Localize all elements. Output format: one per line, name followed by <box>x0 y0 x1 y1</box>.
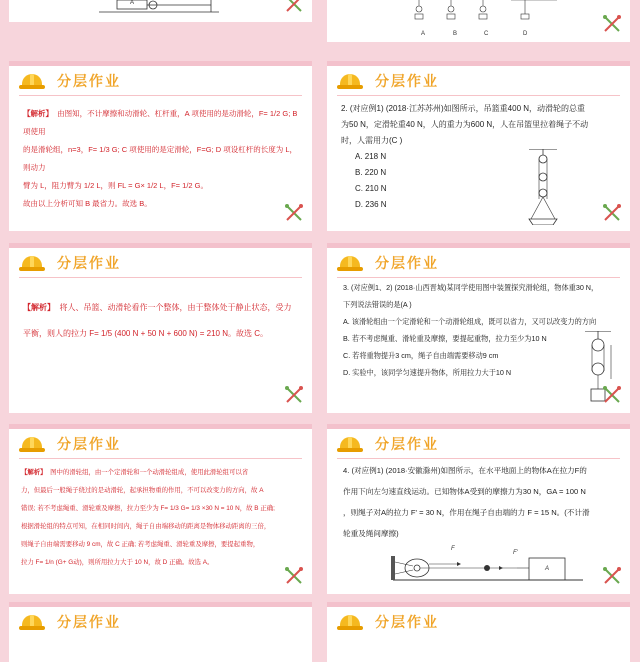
option-d: D. 236 N <box>355 200 387 209</box>
analysis-line: 故由以上分析可知 B 最省力。故选 B。 <box>23 199 152 208</box>
force-label-f-prime: F' <box>513 550 518 556</box>
tools-icon <box>284 385 304 405</box>
analysis-line: 臂为 L，阻力臂为 1/2 L，则 FL = G× 1/2 L，F= 1/2 G。 <box>23 181 208 190</box>
slide-top-bar <box>327 602 630 607</box>
question-line: 轮重及绳间摩擦) <box>343 529 399 538</box>
divider <box>337 95 620 96</box>
divider <box>337 458 620 459</box>
analysis-line: 【解析】 图中的滑轮组，由一个定滑轮和一个动滑轮组成，使用此滑轮组可以省 <box>21 469 249 476</box>
option-fig-label-b: B <box>453 31 458 37</box>
helmet-icon <box>19 435 45 453</box>
helmet-icon <box>19 254 45 272</box>
slide-top-left <box>9 0 312 22</box>
analysis-line: 的是滑轮组，n=3，F= 1/3 G; C 项使用的是定滑轮，F=G; D 项设杠杆的长度为 L，则动力 <box>23 145 297 172</box>
helmet-icon <box>19 72 45 90</box>
slide-question-4 <box>327 424 630 594</box>
slide-top-bar <box>327 424 630 429</box>
pulley-options-figure <box>407 0 567 20</box>
analysis-line: 则绳子自由端需要移动 9 cm，故 C 正确; 若考虑绳重、滑轮重及摩擦，要提起重物， <box>21 541 260 548</box>
helmet-icon <box>337 435 363 453</box>
divider <box>337 277 620 278</box>
option-c: C. 若将重物提升3 cm，绳子自由端需要移动9 cm <box>343 351 499 360</box>
option-d: D. 实验中，该同学匀速提升物体，所用拉力大于10 N <box>343 368 512 377</box>
option-b: B. 若不考虑绳重、滑轮重及摩擦，要提起重物，拉力至少为10 N <box>343 334 547 343</box>
question-text <box>343 460 618 544</box>
helmet-icon <box>19 613 45 631</box>
slide-header <box>337 432 439 456</box>
slide-title: 分层作业 <box>57 614 121 630</box>
slide-question-3 <box>327 243 630 413</box>
tools-icon <box>284 0 304 14</box>
slide-analysis-3 <box>9 424 312 594</box>
slide-top-bar <box>327 243 630 248</box>
analysis-line: 拉力 F= 1/n (G+ G动)，则所用拉力大于 10 N，故 D 正确。故选 A。 <box>21 559 214 566</box>
tools-icon <box>602 203 622 223</box>
slide-title: 分层作业 <box>57 73 121 89</box>
tools-icon <box>602 385 622 405</box>
slide-header <box>19 610 121 634</box>
slide-title: 分层作业 <box>57 255 121 271</box>
option-a: A. 218 N <box>355 152 387 161</box>
question-line: 作用下向左匀速直线运动。已知物体A受到的摩擦力为30 N，GA = 100 N <box>343 487 586 496</box>
divider <box>19 277 302 278</box>
force-label-f: F <box>451 546 455 552</box>
tools-icon <box>284 203 304 223</box>
tools-icon <box>602 566 622 586</box>
slide-question-2 <box>327 61 630 231</box>
option-b: B. 220 N <box>355 168 387 177</box>
slide-top-bar <box>9 61 312 66</box>
question-line: 时，人需用力(C ) <box>341 136 403 145</box>
tools-icon <box>602 14 622 34</box>
question-line: ，则绳子对A的拉力 F' = 30 N，作用在绳子自由端的力 F = 15 N。(不计滑 <box>343 508 590 517</box>
divider <box>19 95 302 96</box>
slide-analysis-1 <box>9 61 312 231</box>
slide-top-right <box>327 0 630 42</box>
block-label-a: A <box>545 566 550 572</box>
option-a: A. 该滑轮组由一个定滑轮和一个动滑轮组成，既可以省力，又可以改变力的方向 <box>343 317 597 326</box>
figure-label-a: A <box>130 0 135 6</box>
pulley-figure <box>99 0 219 20</box>
slide-header <box>337 610 439 634</box>
analysis-line: 根据滑轮组的特点可知，在相同时间内，绳子自由端移动的距离是物体移动距离的三倍， <box>21 523 271 530</box>
slide-header <box>19 69 121 93</box>
helmet-icon <box>337 254 363 272</box>
option-c: C. 210 N <box>355 184 387 193</box>
slide-top-bar <box>327 61 630 66</box>
slide-header <box>337 251 439 275</box>
slide-title: 分层作业 <box>375 255 439 271</box>
analysis-line: 平衡，则人的拉力 F= 1/5 (400 N + 50 N + 600 N) = 210 N。故选 C。 <box>23 329 268 338</box>
slide-title: 分层作业 <box>375 73 439 89</box>
question-line: 为50 N，定滑轮重40 N，人的重力为600 N，人在吊篮里拉着绳子不动 <box>341 120 589 129</box>
analysis-line: 【解析】 将人、吊篮、动滑轮看作一个整体，由于整体处于静止状态，受力 <box>23 303 292 312</box>
question-line: 下列说法错误的是(A ) <box>343 300 412 309</box>
question-line: 4. (对应例1) (2018·安徽滁州)如图所示，在水平地面上的物体A在拉力F的 <box>343 466 587 475</box>
slide-top-bar <box>9 602 312 607</box>
slide-analysis-2 <box>9 243 312 413</box>
option-fig-label-d: D <box>523 31 528 37</box>
helmet-icon <box>337 613 363 631</box>
option-fig-label-c: C <box>484 31 489 37</box>
slide-header <box>337 69 439 93</box>
helmet-icon <box>337 72 363 90</box>
options-list <box>355 149 618 213</box>
question-text <box>343 279 618 381</box>
slide-top-bar <box>9 243 312 248</box>
analysis-line: 【解析】 由图知，不计摩擦和动滑轮、杠杆重，A 项使用的是动滑轮，F= 1/2 G; B 项使用 <box>23 109 298 136</box>
analysis-text <box>23 295 300 347</box>
slide-bottom-left <box>9 602 312 662</box>
slide-title: 分层作业 <box>57 436 121 452</box>
divider <box>19 458 302 459</box>
basket-pulley-figure <box>523 149 563 225</box>
horizontal-pulley-figure <box>387 546 583 586</box>
option-fig-label-a: A <box>421 31 426 37</box>
analysis-text <box>21 464 304 572</box>
question-line: 2. (对应例1) (2018·江苏苏州)如图所示，吊篮重400 N，动滑轮的总重 <box>341 104 586 113</box>
question-text <box>341 101 618 149</box>
slide-top-bar <box>9 424 312 429</box>
tools-icon <box>284 566 304 586</box>
slide-header <box>19 432 121 456</box>
analysis-line: 力，但最后一般绳子绕过的是动滑轮，起承担物重的作用，不可以改变力的方向，故 A <box>21 487 264 494</box>
question-line: 3. (对应例1、2) (2018·山西晋城)某同学使用图中装置探究滑轮组，物体重30 N， <box>343 283 599 292</box>
slide-title: 分层作业 <box>375 614 439 630</box>
analysis-line: 错误; 若不考虑绳重、滑轮重及摩擦，拉力至少为 F= 1/3 G= 1/3 ×30 N = 10 N，故 B 正确; <box>21 505 275 512</box>
slide-bottom-right <box>327 602 630 662</box>
analysis-text <box>23 105 300 213</box>
slide-header <box>19 251 121 275</box>
slide-title: 分层作业 <box>375 436 439 452</box>
